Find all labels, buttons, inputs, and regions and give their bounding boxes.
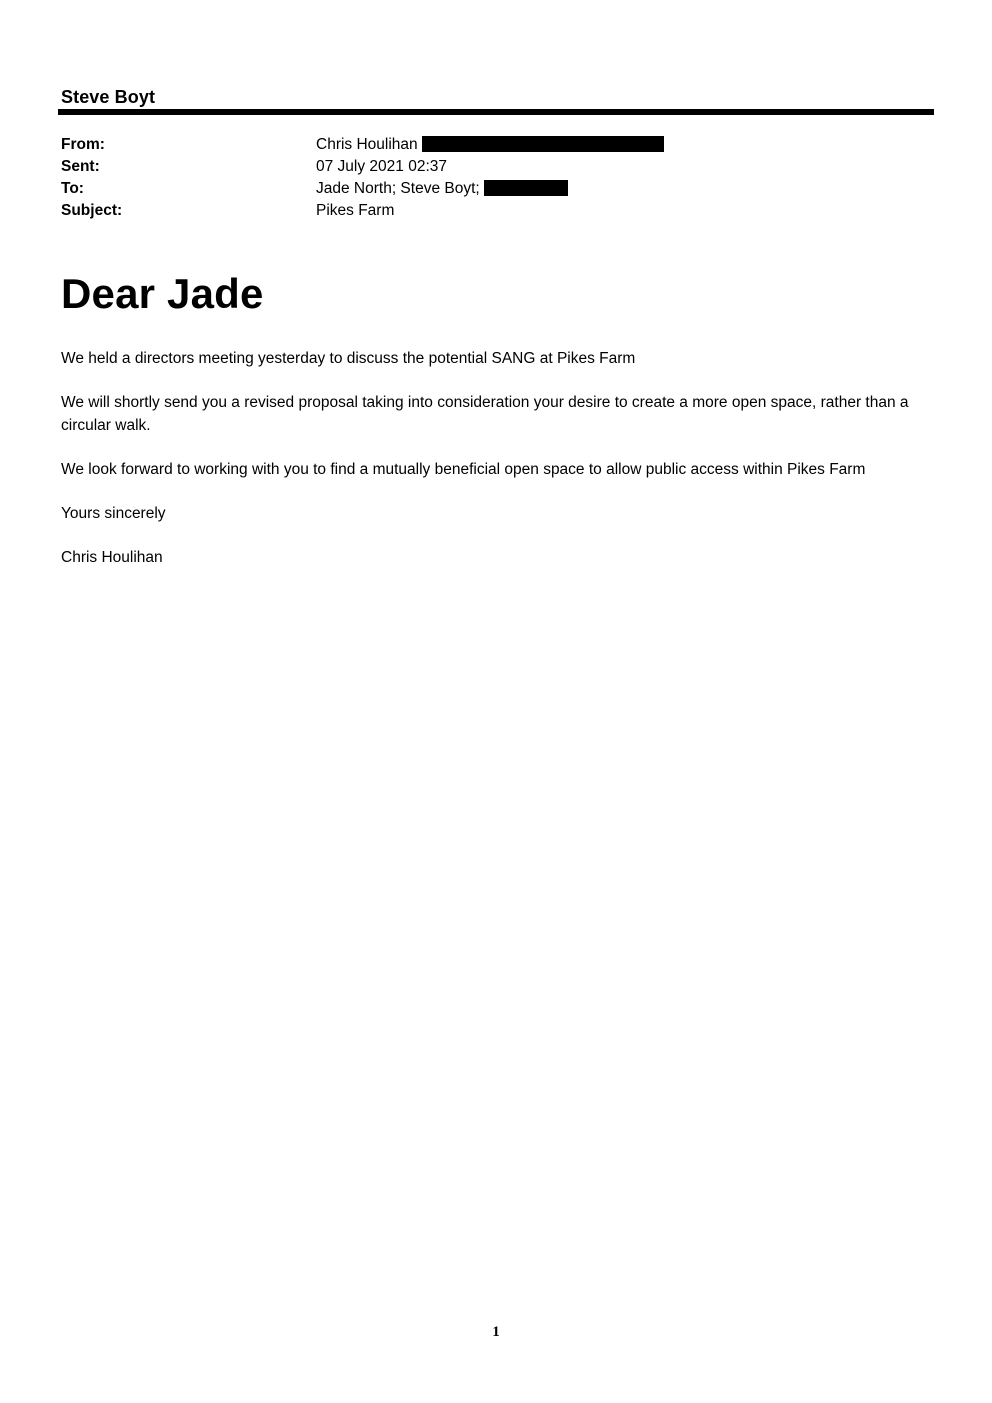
sign-off: Yours sincerely bbox=[61, 504, 166, 522]
header-divider bbox=[58, 109, 934, 115]
redaction-block bbox=[422, 136, 664, 152]
from-row bbox=[61, 134, 921, 156]
from-value-wrap bbox=[316, 134, 664, 156]
email-body bbox=[61, 348, 921, 591]
to-value-wrap bbox=[316, 178, 568, 200]
mailbox-owner-name: Steve Boyt bbox=[61, 87, 156, 107]
body-paragraph: We look forward to working with you to find a mutually beneficial open space to allow public access within Pikes Farm bbox=[61, 460, 866, 478]
email-header-table bbox=[61, 134, 921, 222]
signature-name: Chris Houlihan bbox=[61, 548, 163, 566]
body-paragraph: We held a directors meeting yesterday to discuss the potential SANG at Pikes Farm bbox=[61, 350, 636, 367]
to-row bbox=[61, 178, 921, 200]
from-value: Chris Houlihan bbox=[316, 136, 418, 153]
sent-label: Sent: bbox=[61, 158, 100, 175]
redaction-block bbox=[484, 180, 568, 196]
sent-value: 07 July 2021 02:37 bbox=[316, 158, 447, 175]
subject-value: Pikes Farm bbox=[316, 202, 395, 219]
subject-row bbox=[61, 200, 921, 222]
from-label: From: bbox=[61, 136, 105, 153]
to-value: Jade North; Steve Boyt; bbox=[316, 180, 480, 197]
sent-row bbox=[61, 156, 921, 178]
page-number: 1 bbox=[492, 1324, 500, 1340]
greeting-heading: Dear Jade bbox=[61, 270, 264, 317]
subject-label: Subject: bbox=[61, 202, 123, 219]
body-paragraph: We will shortly send you a revised proposal taking into consideration your desire to create a more open space, rather than a circular walk. bbox=[61, 394, 909, 434]
to-label: To: bbox=[61, 180, 84, 197]
